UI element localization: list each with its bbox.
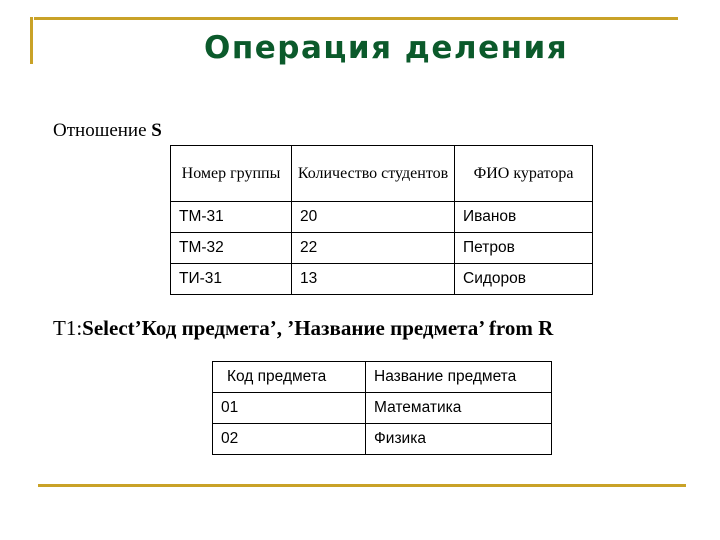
- relation-label: Отношение: [53, 120, 147, 141]
- cell-curator: Петров: [455, 233, 593, 264]
- header-subject-name: Название предмета: [366, 362, 552, 393]
- table-header-row: [213, 362, 552, 393]
- table-row: [171, 202, 593, 233]
- cell-count: 22: [292, 233, 455, 264]
- cell-curator: Иванов: [455, 202, 593, 233]
- query-body: Select’Код предмета’, ’Название предмета’ from R: [82, 316, 554, 340]
- frame-bottom-rule: [38, 484, 686, 487]
- relation-name: S: [151, 120, 162, 141]
- cell-subject-name: Математика: [366, 393, 552, 424]
- relation-caption: [53, 120, 162, 142]
- cell-count: 13: [292, 264, 455, 295]
- cell-subject-code: 02: [213, 424, 366, 455]
- slide-title: Операция деления: [204, 30, 569, 66]
- table-row: [213, 393, 552, 424]
- table-row: [171, 264, 593, 295]
- header-group-number: Номер группы: [171, 146, 292, 202]
- frame-top-rule: [34, 17, 678, 20]
- cell-group: ТМ-32: [171, 233, 292, 264]
- query-statement: [53, 316, 553, 341]
- table-row: [213, 424, 552, 455]
- query-prefix: T1:: [53, 316, 83, 340]
- cell-subject-name: Физика: [366, 424, 552, 455]
- cell-subject-code: 01: [213, 393, 366, 424]
- cell-group: ТИ-31: [171, 264, 292, 295]
- table-row: [171, 233, 593, 264]
- header-curator-name: ФИО куратора: [455, 146, 593, 202]
- header-subject-code: Код предмета: [213, 362, 366, 393]
- table-header-row: [171, 146, 593, 202]
- cell-curator: Сидоров: [455, 264, 593, 295]
- relation-s-table: [170, 145, 593, 295]
- result-table: [212, 361, 552, 455]
- header-student-count: Количество студентов: [292, 146, 455, 202]
- cell-group: ТМ-31: [171, 202, 292, 233]
- cell-count: 20: [292, 202, 455, 233]
